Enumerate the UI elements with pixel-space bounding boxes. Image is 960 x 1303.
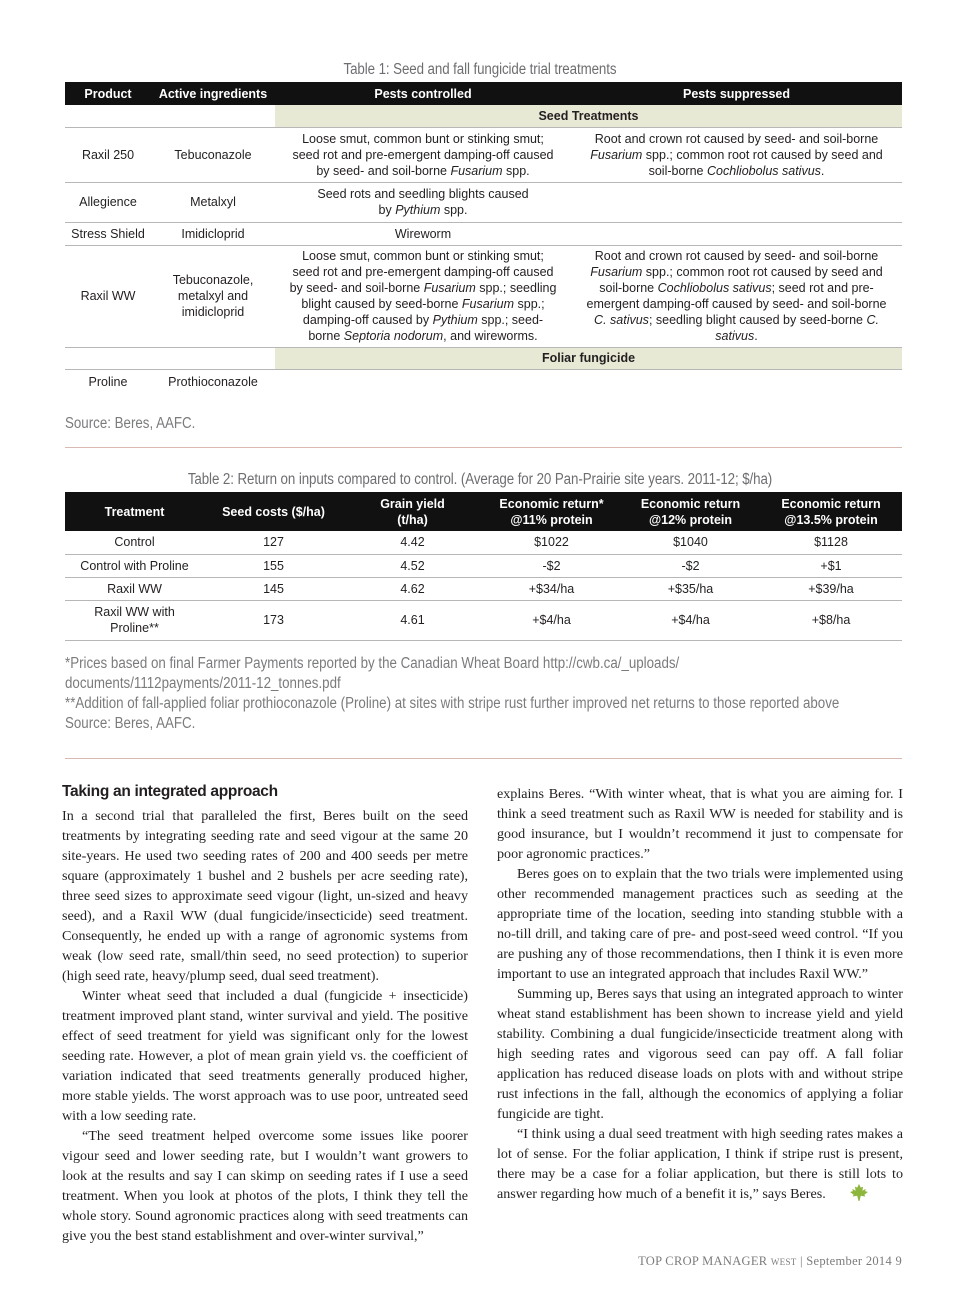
return-12-cell: $1040 [621,531,760,554]
table2-note-prices-cont: documents/1112payments/2011-12_tonnes.pdf [65,675,341,692]
return-13-5-cell: $1128 [760,531,902,554]
pests-controlled-cell: Loose smut, common bunt or stinking smut; seed rot and pre-emergent damping-off caused by seed- and soil-borne Fusarium spp.; seedling blight caused by seed-borne Fusarium spp.; damping-off caused by Pythium spp.; seed-borne Septoria nodorum, and wireworms. [275,245,571,347]
divider [65,447,902,448]
table2 [65,492,902,641]
article-column-right [497,784,903,1207]
table-row [65,127,902,182]
footer-issue: | September 2014 9 [800,1254,902,1268]
table-row [65,222,902,245]
table1-group-foliar-fungicide: Foliar fungicide [275,347,902,369]
article-paragraph: Winter wheat seed that included a dual (fungicide + insecticide) treatment improved plant stand, winter survival and yield. The positive effect of seed treatment for yield was significant only for the lowest seeding rate. However, a plot of mean grain yield vs. the coefficient of variation indicated that seed treatments generally produced higher, more stable yields. The worst approach was to use poor, untreated seed with a low seeding rate. [62,988,468,1124]
return-12-cell: -$2 [621,554,760,577]
product-cell: Raxil WW [65,245,151,347]
page-footer [638,1254,902,1269]
return-13-5-cell: +$39/ha [760,577,902,600]
seed-cost-cell: 127 [204,531,343,554]
return-13-5-cell: +$8/ha [760,600,902,640]
pests-controlled-cell: Seed rots and seedling blights caused by Pythium spp. [275,182,571,222]
article-column-left [62,780,468,1246]
ingredients-cell: Metalxyl [151,182,275,222]
table1-group-row [65,347,902,369]
treatment-cell: Control [65,531,204,554]
table-row [65,369,902,394]
article-paragraph: In a second trial that paralleled the first, Beres built on the seed treatments by integrating seeding rate and seed vigour at the same 20 site-years. He used two seeding rates of 200 and 400 seeds per metre square (approximately 1 bushel and 2 bushels per acre seeding rate), three seed sizes to approximate seed vigour (light, un-sized and heavy seed), and a Raxil WW (dual fungicide/insecticide) seed treatment. Consequently, he ended up with a range of agronomic systems from weak (low seed rate, small/thin seed, no seed protection) to superior (high seed rate, heavy/plump seed, dual seed treatment). [62,808,468,984]
table-row [65,600,902,640]
table1-group-row [65,105,902,127]
table2-caption: Table 2: Return on inputs compared to control. (Average for 20 Pan-Prairie site years. 2011-12; $/ha) [187,471,773,488]
return-12-cell: +$4/ha [621,600,760,640]
grain-yield-cell: 4.42 [343,531,482,554]
treatment-cell: Raxil WW [65,577,204,600]
table-row [65,182,902,222]
return-11-cell: -$2 [482,554,621,577]
table2-header-return-13-5: Economic return @13.5% protein [760,492,902,531]
table2-header-return-12: Economic return @12% protein [621,492,760,531]
table-row [65,554,902,577]
table-row [65,245,902,347]
table-row [65,577,902,600]
table2-note-prices: *Prices based on final Farmer Payments reported by the Canadian Wheat Board http://cwb.ca/_uploads/ [65,655,680,672]
product-cell: Proline [88,374,128,389]
table2-source: Source: Beres, AAFC. [65,715,196,732]
table1-group-seed-treatments: Seed Treatments [275,105,902,127]
table1-header-controlled: Pests controlled [275,82,571,105]
ingredients-cell: Tebuconazole, metalxyl and imidicloprid [151,245,275,347]
pests-suppressed-cell [571,182,902,222]
table2-note-proline: **Addition of fall-applied foliar prothioconazole (Proline) at sites with stripe rust further improved net returns to those reported above [65,695,840,712]
return-11-cell: +$4/ha [482,600,621,640]
divider [65,758,902,759]
product-cell: Allegience [65,182,151,222]
table1-header-row [65,82,902,105]
treatment-cell: Control with Proline [65,554,204,577]
return-11-cell: $1022 [482,531,621,554]
grain-yield-cell: 4.62 [343,577,482,600]
pests-suppressed-cell: Root and crown rot caused by seed- and soil-borne Fusarium spp.; common root rot caused by seed and soil-borne Cochliobolus sativus. [571,127,902,182]
table2-header-return-11: Economic return* @11% protein [482,492,621,531]
ingredients-cell: Tebuconazole [151,127,275,182]
seed-cost-cell: 155 [204,554,343,577]
table2-header-grain-yield: Grain yield (t/ha) [343,492,482,531]
return-12-cell: +$35/ha [621,577,760,600]
grain-yield-cell: 4.61 [343,600,482,640]
maple-leaf-icon [830,1184,868,1207]
table1-header-product: Product [65,82,151,105]
table1-header-ingredients: Active ingredients [151,82,275,105]
product-cell: Stress Shield [65,222,151,245]
seed-cost-cell: 173 [204,600,343,640]
return-13-5-cell: +$1 [760,554,902,577]
table2-header-row [65,492,902,531]
article-paragraph: “The seed treatment helped overcome some issues like poorer vigour seed and lower seeding rate, but I wouldn’t want growers to look at the results and say I can skimp on seeding rates if I use a seed treatment. When you look at photos of the plots, I think they tell the whole story. Sound agronomic practices along with seed treatments can give you the best stand establishment and over-winter survival,” [62,1128,468,1244]
table2-header-seed-costs: Seed costs ($/ha) [204,492,343,531]
article-heading: Taking an integrated approach [62,783,278,800]
seed-cost-cell: 145 [204,577,343,600]
table1-source: Source: Beres, AAFC. [65,415,196,432]
ingredients-cell: Prothioconazole [168,374,258,389]
article-paragraph: explains Beres. “With winter wheat, that is what you are aiming for. I think a seed treatment such as Raxil WW is needed for stability and is good insurance, but I wouldn’t recommend it just to compensate for poor agronomic practices.” [497,786,903,862]
pests-suppressed-cell [571,222,902,245]
table2-header-treatment: Treatment [65,492,204,531]
pests-suppressed-cell: Root and crown rot caused by seed- and soil-borne Fusarium spp.; common root rot caused by seed and soil-borne Cochliobolus sativus; seed rot and pre-emergent damping-off caused by seed- and soil-borne C. sativus; seedling blight caused by seed-borne C. sativus. [571,245,902,347]
table-row [65,531,902,554]
footer-magazine: TOP CROP MANAGER [638,1254,768,1268]
table1-caption: Table 1: Seed and fall fungicide trial treatments [343,61,617,78]
article-paragraph: Beres goes on to explain that the two trials were implemented using other recommended management practices such as seeding at the appropriate time of the location, seeding into standing stubble with a no-till drill, and taking care of pre- and post-seed weed control. “If you are pushing any of those recommendations, then I think it is even more important to use an integrated approach that includes Raxil WW.” [497,866,903,982]
pests-controlled-cell: Wireworm [275,222,571,245]
treatment-cell: Raxil WW with Proline** [65,600,204,640]
footer-edition: WEST [770,1257,797,1267]
table1-header-suppressed: Pests suppressed [571,82,902,105]
ingredients-cell: Imidicloprid [151,222,275,245]
product-cell: Raxil 250 [65,127,151,182]
table1 [65,82,902,394]
pests-controlled-cell: Loose smut, common bunt or stinking smut; seed rot and pre-emergent damping-off caused by seed- and soil-borne Fusarium spp. [275,127,571,182]
article-paragraph: Summing up, Beres says that using an integrated approach to winter wheat stand establishment has been shown to increase yield and yield stability. Combining a dual fungicide/insecticide treatment along with high seeding rates and vigorous seed can pay off. A fall foliar application has reduced disease loads on plots with and without stripe rust infections in the fall, although the economics of applying a foliar fungicide are tight. [497,986,903,1122]
grain-yield-cell: 4.52 [343,554,482,577]
return-11-cell: +$34/ha [482,577,621,600]
article-paragraph: “I think using a dual seed treatment with high seeding rates makes a lot of sense. For the foliar application, I think if stripe rust is present, there may be a case for a foliar application, but there is still lots to answer regarding how much of a benefit it is,” says Beres. [497,1124,903,1207]
